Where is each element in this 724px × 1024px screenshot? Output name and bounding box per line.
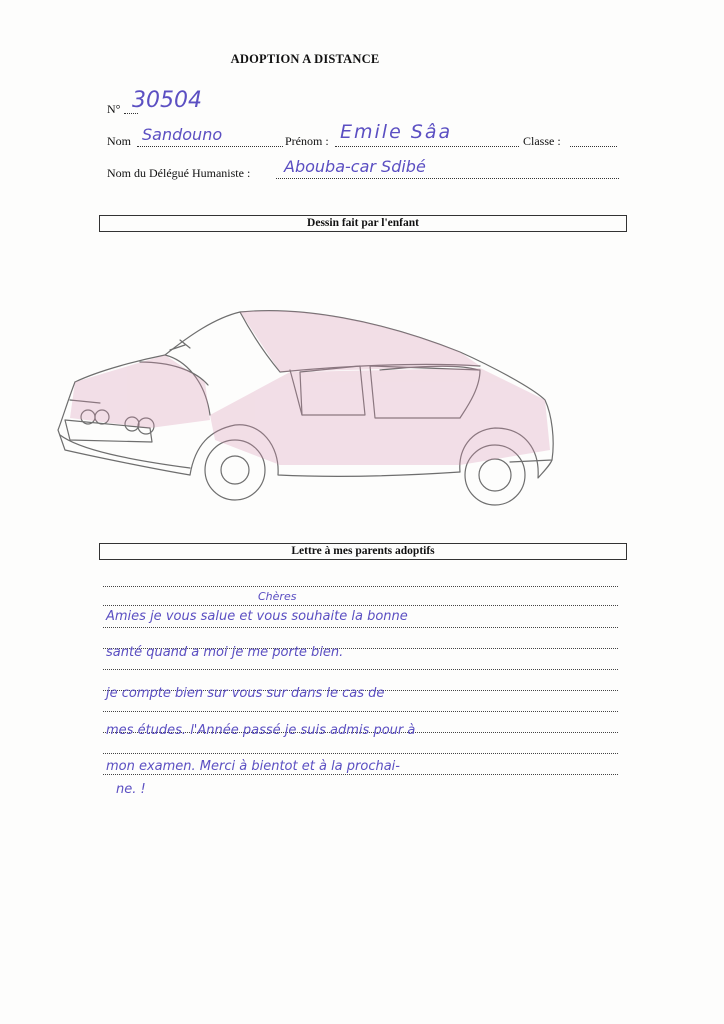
ruled-line <box>103 753 618 754</box>
prenom-label: Prénom : <box>285 134 329 148</box>
number-value: 30504 <box>132 88 202 113</box>
letter-line-6: ne. ! <box>116 782 146 797</box>
letter-line-2: santé quand a moi je me porte bien. <box>106 645 344 660</box>
drawing-section-heading: Dessin fait par l'enfant <box>99 215 627 232</box>
ruled-line <box>103 669 618 670</box>
nom-value: Sandouno <box>142 125 223 144</box>
letter-line-3: je compte bien sur vous sur dans le cas de <box>106 686 385 701</box>
nom-label: Nom <box>107 134 131 148</box>
letter-line-4: mes études. l'Année passé je suis admis pour à <box>106 723 416 738</box>
delegue-label: Nom du Délégué Humaniste : <box>107 166 251 180</box>
ruled-line <box>103 605 618 606</box>
ruled-line <box>103 711 618 712</box>
letter-line-5: mon examen. Merci à bientot et à la prochai- <box>106 759 400 774</box>
number-label: N° <box>107 102 121 116</box>
delegue-value: Abouba-car Sdibé <box>284 157 426 176</box>
letter-inserted-word: Chères <box>258 590 297 603</box>
ruled-line <box>103 627 618 628</box>
ruled-line <box>103 586 618 587</box>
letter-section-heading: Lettre à mes parents adoptifs <box>99 543 627 560</box>
page-title: ADOPTION A DISTANCE <box>230 52 380 66</box>
nom-dotted-line <box>137 146 283 147</box>
letter-line-1: Amies je vous salue et vous souhaite la bonne <box>106 609 408 624</box>
classe-dotted-line <box>570 146 617 147</box>
prenom-dotted-line <box>335 146 519 147</box>
delegue-dotted-line <box>276 178 619 179</box>
number-dotted-line <box>124 113 138 114</box>
ruled-line <box>103 774 618 775</box>
classe-label: Classe : <box>523 134 561 148</box>
car-drawing <box>40 300 570 520</box>
prenom-value: Emile Sâa <box>340 121 453 143</box>
